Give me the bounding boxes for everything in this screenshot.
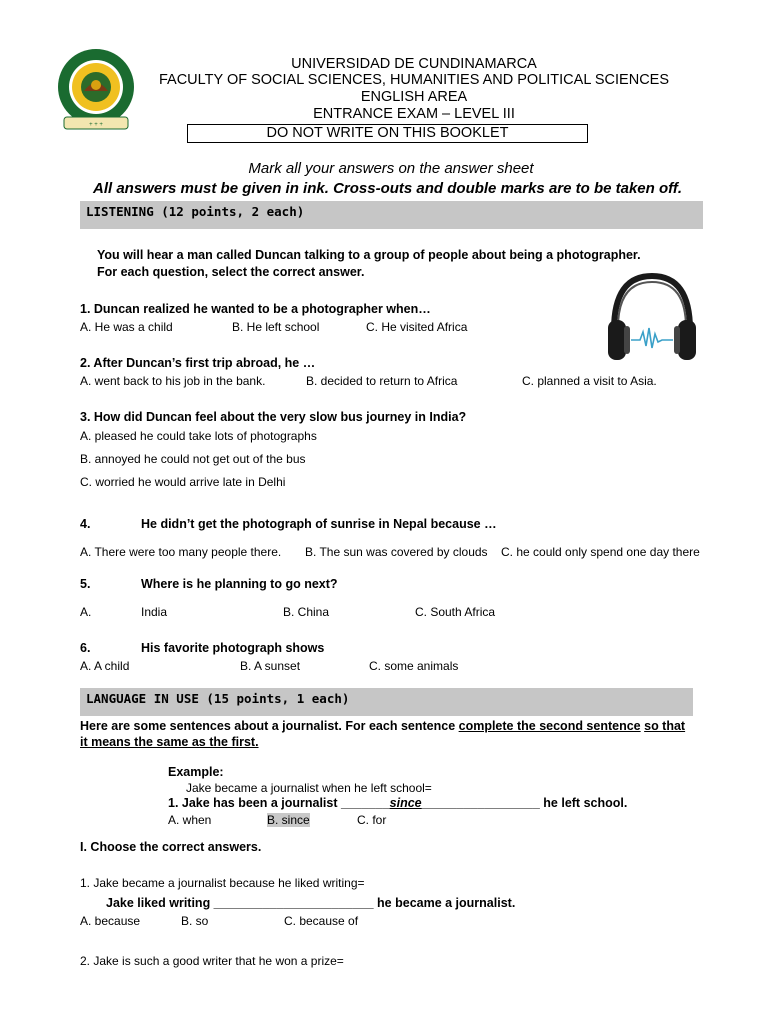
q6-option-b: B. A sunset [240, 659, 301, 673]
q3-option-a: A. pleased he could take lots of photographs [80, 429, 317, 443]
q2-option-b: B. decided to return to Africa [306, 374, 458, 388]
header-university: UNIVERSIDAD DE CUNDINAMARCA [291, 56, 537, 72]
question-4-number: 4. [80, 517, 91, 531]
instruction-line-1: Mark all your answers on the answer sheet [248, 160, 534, 177]
question-6: His favorite photograph shows [141, 641, 325, 655]
item-2-sentence: 2. Jake is such a good writer that he won a prize= [80, 954, 344, 968]
q4-option-c: C. he could only spend one day there [501, 545, 700, 559]
question-6-number: 6. [80, 641, 91, 655]
q1-option-b: B. He left school [232, 320, 320, 334]
q6-option-c: C. some animals [369, 659, 459, 673]
example-option-a: A. when [168, 813, 212, 827]
q3-option-b: B. annoyed he could not get out of the bus [80, 452, 306, 466]
warning-text: DO NOT WRITE ON THIS BOOKLET [266, 125, 509, 141]
q5-option-b: B. China [283, 605, 330, 619]
svg-text:+ + +: + + + [89, 122, 103, 128]
q2-option-a: A. went back to his job in the bank. [80, 374, 266, 388]
item-1-option-c: C. because of [284, 914, 359, 928]
language-section-title: LANGUAGE IN USE (15 points, 1 each) [86, 691, 350, 706]
instruction-line-2: All answers must be given in ink. Cross-outs and double marks are to be taken off. [93, 180, 683, 197]
q4-option-b: B. The sun was covered by clouds [305, 545, 488, 559]
question-3: 3. How did Duncan feel about the very slow bus journey in India? [80, 410, 467, 424]
headphones-icon [604, 268, 700, 364]
item-1-option-b: B. so [181, 914, 209, 928]
q5-option-c: C. South Africa [415, 605, 496, 619]
question-4: He didn’t get the photograph of sunrise in Nepal because … [141, 517, 497, 531]
listening-intro-1: You will hear a man called Duncan talking to a group of people about being a photographer. [97, 248, 641, 262]
question-5: Where is he planning to go next? [141, 577, 338, 591]
header-exam: ENTRANCE EXAM – LEVEL III [313, 106, 515, 122]
question-2: 2. After Duncan’s first trip abroad, he … [80, 356, 316, 370]
item-1-option-a: A. because [80, 914, 141, 928]
example-question: 1. Jake has been a journalist _______since_________________ he left school. [168, 796, 628, 810]
example-label: Example: [168, 765, 224, 779]
example-option-c: C. for [357, 813, 387, 827]
section-choose-title: I. Choose the correct answers. [80, 840, 262, 854]
example-sentence: Jake became a journalist when he left school= [186, 781, 432, 795]
header-faculty: FACULTY OF SOCIAL SCIENCES, HUMANITIES AND POLITICAL SCIENCES [158, 72, 670, 88]
q4-option-a: A. There were too many people there. [80, 545, 282, 559]
q1-option-a: A. He was a child [80, 320, 173, 334]
q6-option-a: A. A child [80, 659, 130, 673]
q3-option-c: C. worried he would arrive late in Delhi [80, 475, 286, 489]
listening-section-bar [80, 201, 703, 229]
warning-box [187, 124, 588, 143]
language-intro-line-1: Here are some sentences about a journalist. For each sentence complete the second sentence so that [80, 719, 686, 733]
q1-option-c: C. He visited Africa [366, 320, 468, 334]
listening-intro-2: For each question, select the correct answer. [97, 265, 365, 279]
q2-option-c: C. planned a visit to Asia. [522, 374, 657, 388]
item-1-question: Jake liked writing _______________________ he became a journalist. [106, 896, 516, 910]
q5-option-a: India [141, 605, 168, 619]
header-area: ENGLISH AREA [360, 89, 468, 105]
example-option-b-highlighted: B. since [267, 813, 310, 827]
listening-section-title: LISTENING (12 points, 2 each) [86, 204, 305, 219]
language-intro-line-2: it means the same as the first. [80, 735, 259, 749]
q5-option-a-letter: A. [80, 605, 92, 619]
question-1: 1. Duncan realized he wanted to be a photographer when… [80, 302, 431, 316]
language-section-bar [80, 688, 693, 716]
question-5-number: 5. [80, 577, 91, 591]
item-1-sentence: 1. Jake became a journalist because he liked writing= [80, 876, 365, 890]
